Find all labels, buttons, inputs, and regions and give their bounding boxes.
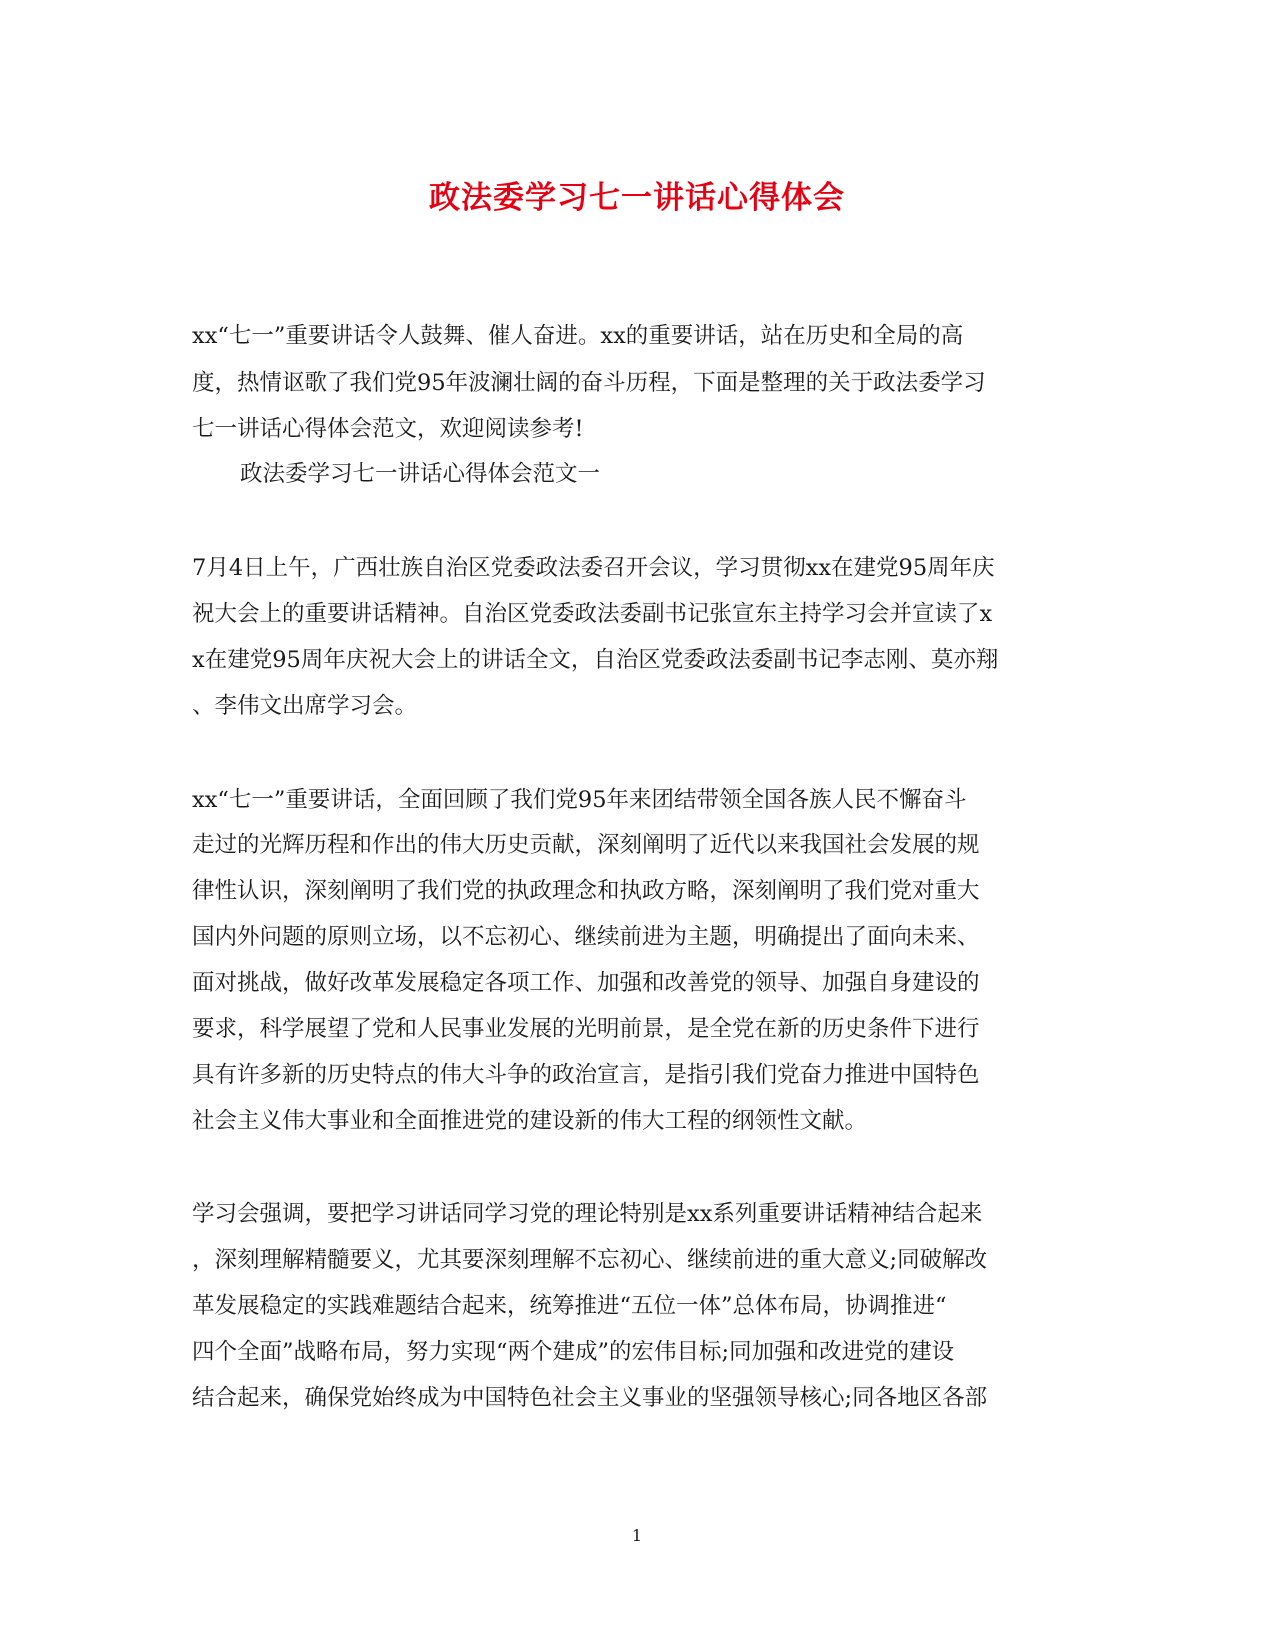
body-line: 革发展稳定的实践难题结合起来，统筹推进“五位一体”总体布局，协调推进“ [192,1293,947,1319]
body-line: 7月4日上午，广西壮族自治区党委政法委召开会议，学习贯彻xx在建党95周年庆 [192,555,995,581]
body-line: 结合起来，确保党始终成为中国特色社会主义事业的坚强领导核心;同各地区各部 [192,1385,988,1411]
body-line: 、李伟文出席学习会。 [192,693,418,719]
body-line: x在建党95周年庆祝大会上的讲话全文，自治区党委政法委副书记李志刚、莫亦翔 [192,647,999,673]
body-line: 走过的光辉历程和作出的伟大历史贡献，深刻阐明了近代以来我国社会发展的规 [192,832,980,858]
body-line: 祝大会上的重要讲话精神。自治区党委政法委副书记张宣东主持学习会并宣读了x [192,601,993,627]
body-line: 学习会强调，要把学习讲话同学习党的理论特别是xx系列重要讲话精神结合起来 [192,1201,983,1227]
body-line: 国内外问题的原则立场，以不忘初心、继续前进为主题，明确提出了面向未来、 [192,924,980,950]
document-title: 政法委学习七一讲话心得体会 [429,180,845,216]
page-number: 1 [631,1526,643,1545]
body-line: 社会主义伟大事业和全面推进党的建设新的伟大工程的纲领性文献。 [192,1108,868,1134]
body-line: 面对挑战，做好改革发展稳定各项工作、加强和改善党的领导、加强自身建设的 [192,970,980,996]
body-line: 律性认识，深刻阐明了我们党的执政理念和执政方略，深刻阐明了我们党对重大 [192,878,980,904]
section-heading: 政法委学习七一讲话心得体会范文一 [240,461,601,487]
body-line: 要求，科学展望了党和人民事业发展的光明前景，是全党在新的历史条件下进行 [192,1016,980,1042]
body-line: ，深刻理解精髓要义，尤其要深刻理解不忘初心、继续前进的重大意义;同破解改 [192,1247,988,1273]
body-line: 具有许多新的历史特点的伟大斗争的政治宣言，是指引我们党奋力推进中国特色 [192,1062,980,1088]
body-line: xx“七一”重要讲话令人鼓舞、催人奋进。xx的重要讲话，站在历史和全局的高 [192,323,964,349]
body-line: 四个全面”战略布局，努力实现“两个建成”的宏伟目标;同加强和改进党的建设 [192,1339,955,1365]
body-line: 度，热情讴歌了我们党95年波澜壮阔的奋斗历程，下面是整理的关于政法委学习 [192,370,986,396]
body-line: xx“七一”重要讲话，全面回顾了我们党95年来团结带领全国各族人民不懈奋斗 [192,787,967,813]
body-line: 七一讲话心得体会范文，欢迎阅读参考! [192,416,584,442]
